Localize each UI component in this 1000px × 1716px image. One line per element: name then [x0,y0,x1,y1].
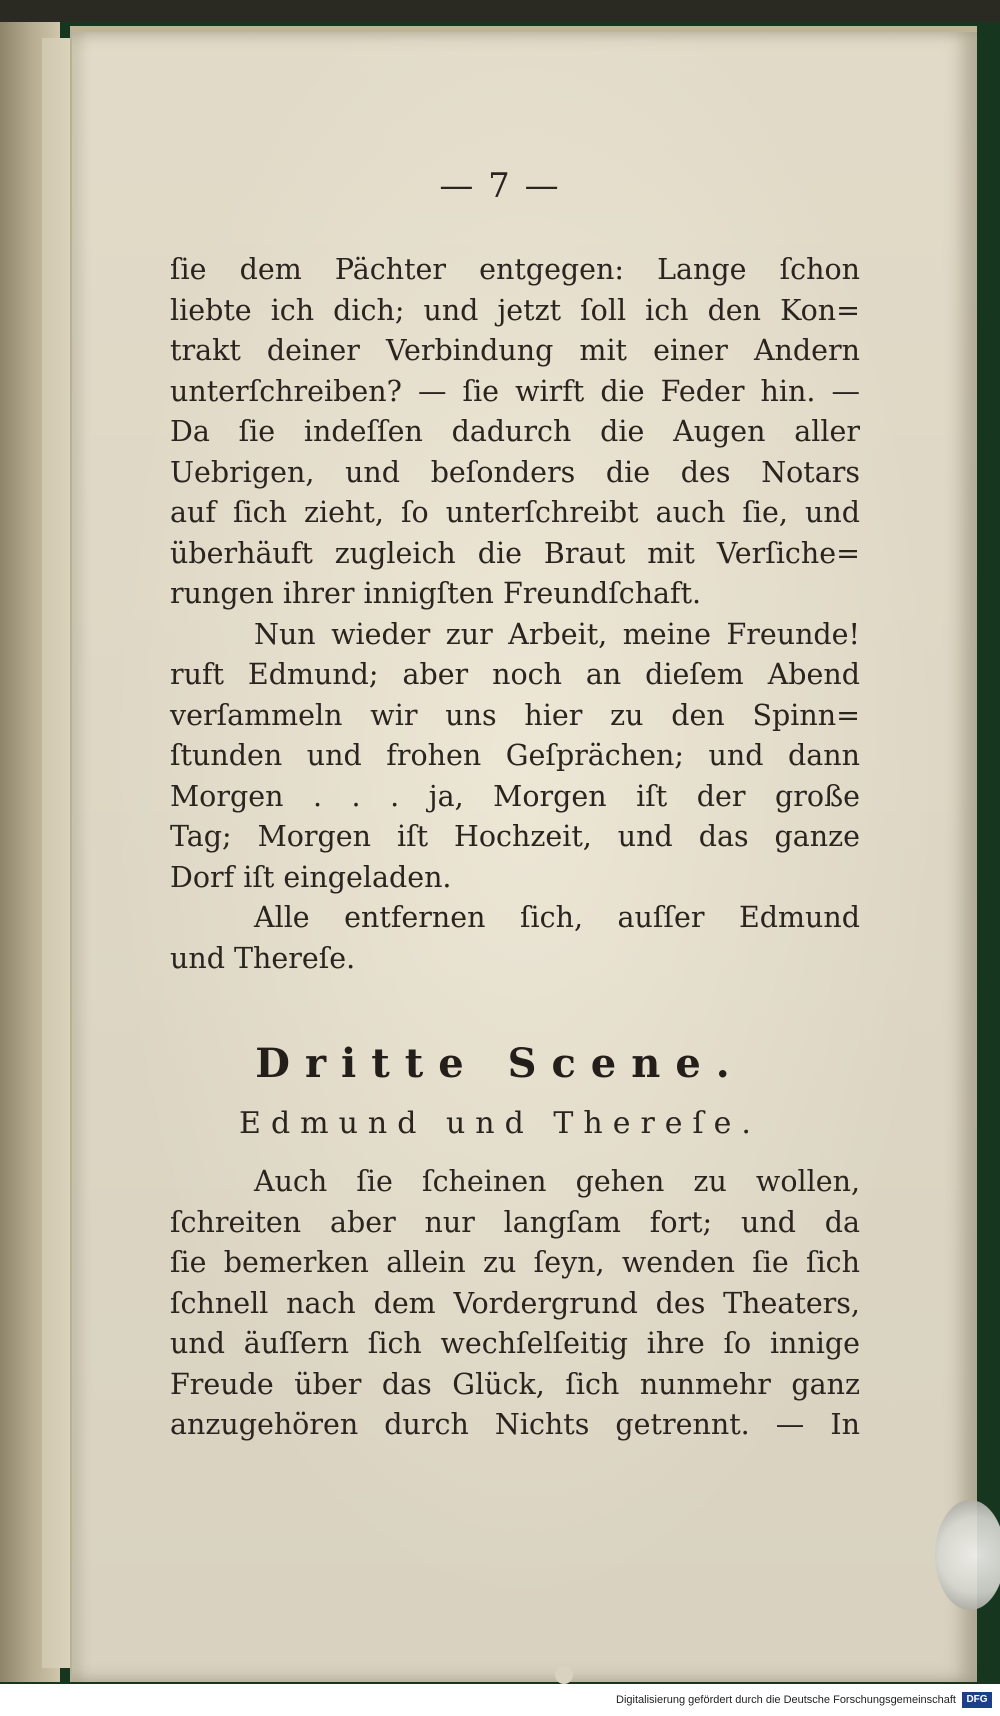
text-line: ſchnell nach dem Vordergrund des Theaters, [170,1286,860,1320]
text-line: Auch ſie ſcheinen gehen zu wollen, [254,1165,860,1198]
text-line: ſie dem Pächter entgegen: Lange ſchon [170,253,860,286]
scan-top-band [0,0,1000,22]
text-line: ſchreiten aber nur langſam fort; und da [170,1205,860,1239]
text-line: ſie bemerken allein zu ſeyn, wenden ſie ſich [170,1246,860,1279]
thumb-smudge [935,1500,1000,1610]
text-line: auf ſich zieht, ſo unterſchreibt auch ſie, und [170,496,860,529]
dfg-logo: DFG [962,1692,992,1708]
text-line: Uebrigen, und beſonders die des Notars [170,455,860,489]
funding-credit: Digitalisierung gefördert durch die Deutsche Forschungsgemeinschaft [616,1694,956,1706]
text-line: anzugehören durch Nichts getrennt. — In [170,1408,860,1441]
text-line: Alle entfernen ſich, auſſer Edmund [254,901,860,934]
text-line: ſtunden und frohen Geſprächen; und dann [170,739,860,772]
text-line: Tag; Morgen iſt Hochzeit, und das ganze [170,820,860,853]
text-line: rungen ihrer innigſten Freundſchaft. [170,577,702,610]
text-line: liebte ich dich; und jetzt ſoll ich den Kon= [170,293,860,327]
text-line: ruft Edmund; aber noch an dieſem Abend [170,658,860,691]
text-line: trakt deiner Verbindung mit einer Andern [170,334,860,367]
text-line: Da ſie indeſſen dadurch die Augen aller [170,415,860,448]
scene-persons: Edmund und Thereſe. [239,1106,761,1141]
text-line: verſammeln wir uns hier zu den Spinn= [170,698,860,732]
text-line: und äuſſern ſich wechſelſeitig ihre ſo innige [170,1327,860,1360]
page-number: — 7 — [439,166,561,206]
text-line: und Thereſe. [170,941,356,975]
text-block-upper [170,250,860,979]
text-line: Nun wieder zur Arbeit, meine Freunde! [254,617,860,651]
text-line: überhäuft zugleich die Braut mit Verſiche= [170,536,860,570]
text-line: Freude über das Glück, ſich nunmehr ganz [170,1367,860,1401]
text-line: Morgen . . . ja, Morgen iſt der große [170,779,860,813]
paper-spot [555,1666,573,1684]
text-line: Dorf iſt eingeladen. [170,860,452,894]
text-block-lower [170,1162,860,1446]
scene-heading: Dritte Scene. [255,1040,745,1087]
text-line: unterſchreiben? — ſie wirft die Feder hin. — [170,374,860,408]
